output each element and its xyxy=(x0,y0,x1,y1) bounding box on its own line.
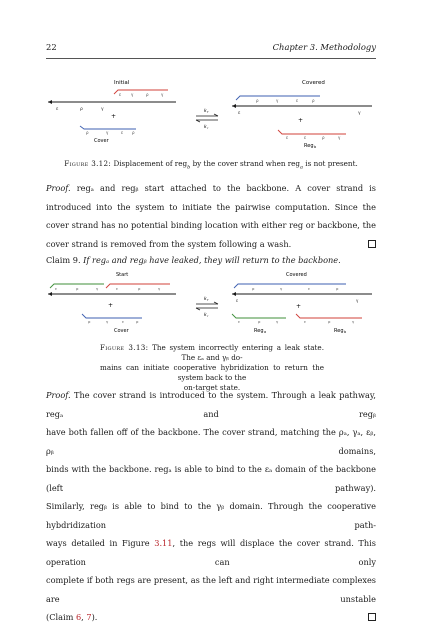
released-reg-a xyxy=(232,314,286,318)
label-reg-b: Reg xyxy=(334,328,344,334)
claim-9 xyxy=(46,251,376,270)
label-cover: Cover xyxy=(114,328,129,334)
domain-label: γ xyxy=(106,319,109,324)
proof-line: (Claim xyxy=(46,612,76,622)
domain-label: ε xyxy=(236,298,239,303)
domain-label: γ xyxy=(352,319,355,324)
figure-3-11-link[interactable]: 3.11 xyxy=(154,538,173,548)
domain-label: γ xyxy=(338,135,341,140)
qed-symbol xyxy=(368,613,376,621)
released-reg-b xyxy=(278,130,346,134)
rate-reverse-sub: r xyxy=(207,126,209,130)
claim-lead: Claim 9. xyxy=(46,255,81,265)
claim-text: If regₐ and regᵦ have leaked, they will return to the backbone. xyxy=(80,255,341,265)
backbone-arrowhead xyxy=(232,292,236,296)
proof-line: binds with the backbone. regₐ is able to bind to the εₐ domain of the backbone (left pathway). xyxy=(46,464,376,493)
proof-line: ways detailed in Figure xyxy=(46,538,155,548)
caption-sub-2: a xyxy=(300,164,304,171)
domain-label: ε xyxy=(121,130,124,135)
label-reg-b-sub: b xyxy=(344,330,347,334)
domain-label: ρ xyxy=(138,286,141,291)
domain-label: γ xyxy=(276,319,279,324)
rate-reverse-sub: r xyxy=(207,314,209,318)
rate-reverse: k xyxy=(204,125,207,130)
plus-sign: + xyxy=(111,113,117,120)
domain-label: γ xyxy=(101,107,104,112)
domain-label: γ xyxy=(96,286,99,291)
proof-text: regₐ and regᵦ start attached to the backbone. A cover strand is introduced into the system to initiate the pairwise computation. Since the cover strand has no potential binding location with either reg or backbone, the cover strand is removed from the system following a wash. xyxy=(46,183,376,249)
domain-label: ε xyxy=(55,286,58,291)
domain-label: γ xyxy=(280,286,283,291)
proof-lead: Proof. xyxy=(46,390,71,400)
domain-label: ρ xyxy=(146,92,149,97)
domain-label: ρ xyxy=(336,286,339,291)
cover-strand xyxy=(80,126,136,129)
plus-sign: + xyxy=(108,302,114,309)
backbone-arrowhead xyxy=(232,104,236,108)
domain-label: ε xyxy=(304,135,307,140)
domain-label: ε xyxy=(296,98,299,103)
domain-label: ρ xyxy=(312,98,315,103)
label-initial: Initial xyxy=(114,80,130,86)
caption-text-2: by the cover strand when reg xyxy=(190,159,301,168)
domain-label: ε xyxy=(238,111,241,116)
domain-label: ε xyxy=(119,92,122,97)
domain-label: ε xyxy=(238,319,241,324)
domain-label: ε xyxy=(116,286,119,291)
header-rule xyxy=(46,58,376,59)
figure-3-12-caption xyxy=(46,159,376,172)
qed-symbol xyxy=(368,240,376,248)
proof-line: Similarly, regᵦ is able to bind to the γᵦ domain. Through the cooperative hybdridization path- xyxy=(46,501,376,530)
caption-line-1: The system incorrectly entering a leak state. The εₐ and γᵦ do- xyxy=(152,343,324,362)
label-cover: Cover xyxy=(94,138,109,144)
claim-7-link[interactable]: 7 xyxy=(86,612,92,622)
label-reg-b: Reg xyxy=(304,143,314,149)
backbone-arrowhead xyxy=(48,100,52,104)
domain-label: ε xyxy=(56,107,59,112)
domain-label: ρ xyxy=(258,319,261,324)
caption-sub: b xyxy=(187,164,191,171)
reg-red-strand xyxy=(114,90,168,94)
domain-label: ε xyxy=(308,286,311,291)
domain-label: ε xyxy=(304,319,307,324)
caption-lead: Figure 3.13: xyxy=(100,343,149,352)
page-number: 22 xyxy=(46,42,57,52)
claim-6-link[interactable]: 6 xyxy=(75,612,82,622)
domain-label: γ xyxy=(358,111,361,116)
backbone-arrowhead xyxy=(48,292,52,296)
caption-line-2: mains can initiate cooperative hybridization to return the system back to the xyxy=(100,363,324,382)
proof-lead: Proof. xyxy=(46,183,71,193)
label-covered: Covered xyxy=(302,80,325,86)
figure-3-13 xyxy=(46,268,376,340)
domain-label: γ xyxy=(161,92,164,97)
proof-line: ). xyxy=(91,612,98,622)
domain-label: ρ xyxy=(132,130,135,135)
domain-label: ρ xyxy=(252,286,255,291)
rate-reverse: k xyxy=(204,313,207,318)
cover-strand-bound xyxy=(234,284,346,288)
domain-label: ρ xyxy=(88,319,91,324)
released-reg-b xyxy=(296,314,362,318)
label-start: Start xyxy=(116,272,129,278)
proof-paragraph-1 xyxy=(46,179,376,253)
proof-line: have both fallen off of the backbone. The cover strand, matching the ρₐ, γₐ, εᵦ, ρᵦ domains, xyxy=(46,427,376,456)
domain-label: ρ xyxy=(322,135,325,140)
domain-label: γ xyxy=(106,130,109,135)
plus-sign: + xyxy=(298,117,304,124)
plus-sign: + xyxy=(296,303,302,310)
label-reg-a-sub: a xyxy=(264,330,267,334)
figure-3-12 xyxy=(46,72,376,150)
rate-forward-sub: f xyxy=(207,298,209,302)
proof-paragraph-2 xyxy=(46,386,376,627)
caption-lead: Figure 3.12: xyxy=(64,159,112,168)
caption-line-3: on-target state. xyxy=(183,383,241,392)
label-covered: Covered xyxy=(286,272,307,278)
caption-text: Displacement of reg xyxy=(113,159,188,168)
domain-label: ε xyxy=(122,319,125,324)
label-reg-b-sub: b xyxy=(314,145,317,149)
running-header: Chapter 3. Methodology xyxy=(272,42,376,52)
domain-label: γ xyxy=(276,98,279,103)
domain-label: ρ xyxy=(76,286,79,291)
domain-label: ρ xyxy=(256,98,259,103)
domain-label: ρ xyxy=(80,107,83,112)
domain-label: ε xyxy=(286,135,289,140)
cover-strand xyxy=(82,314,142,318)
proof-line: , the regs will displace the cover strand. This operation can only xyxy=(46,538,376,567)
proof-line: The cover strand is introduced to the system. Through a leak pathway, regₐ and regᵦ xyxy=(46,390,376,419)
proof-line: complete if both regs are present, as the left and right intermediate complexes are unstable xyxy=(46,575,376,604)
domain-label: γ xyxy=(131,92,134,97)
rate-forward: k xyxy=(204,109,207,114)
domain-label: ρ xyxy=(328,319,331,324)
label-reg-a: Reg xyxy=(254,328,264,334)
caption-text-3: is not present. xyxy=(303,159,358,168)
domain-label: ρ xyxy=(86,130,89,135)
rate-forward-sub: f xyxy=(207,110,209,114)
domain-label: γ xyxy=(356,298,359,303)
domain-label: γ xyxy=(158,286,161,291)
proof-line: , xyxy=(81,612,87,622)
rate-forward: k xyxy=(204,297,207,302)
domain-label: ρ xyxy=(136,319,139,324)
